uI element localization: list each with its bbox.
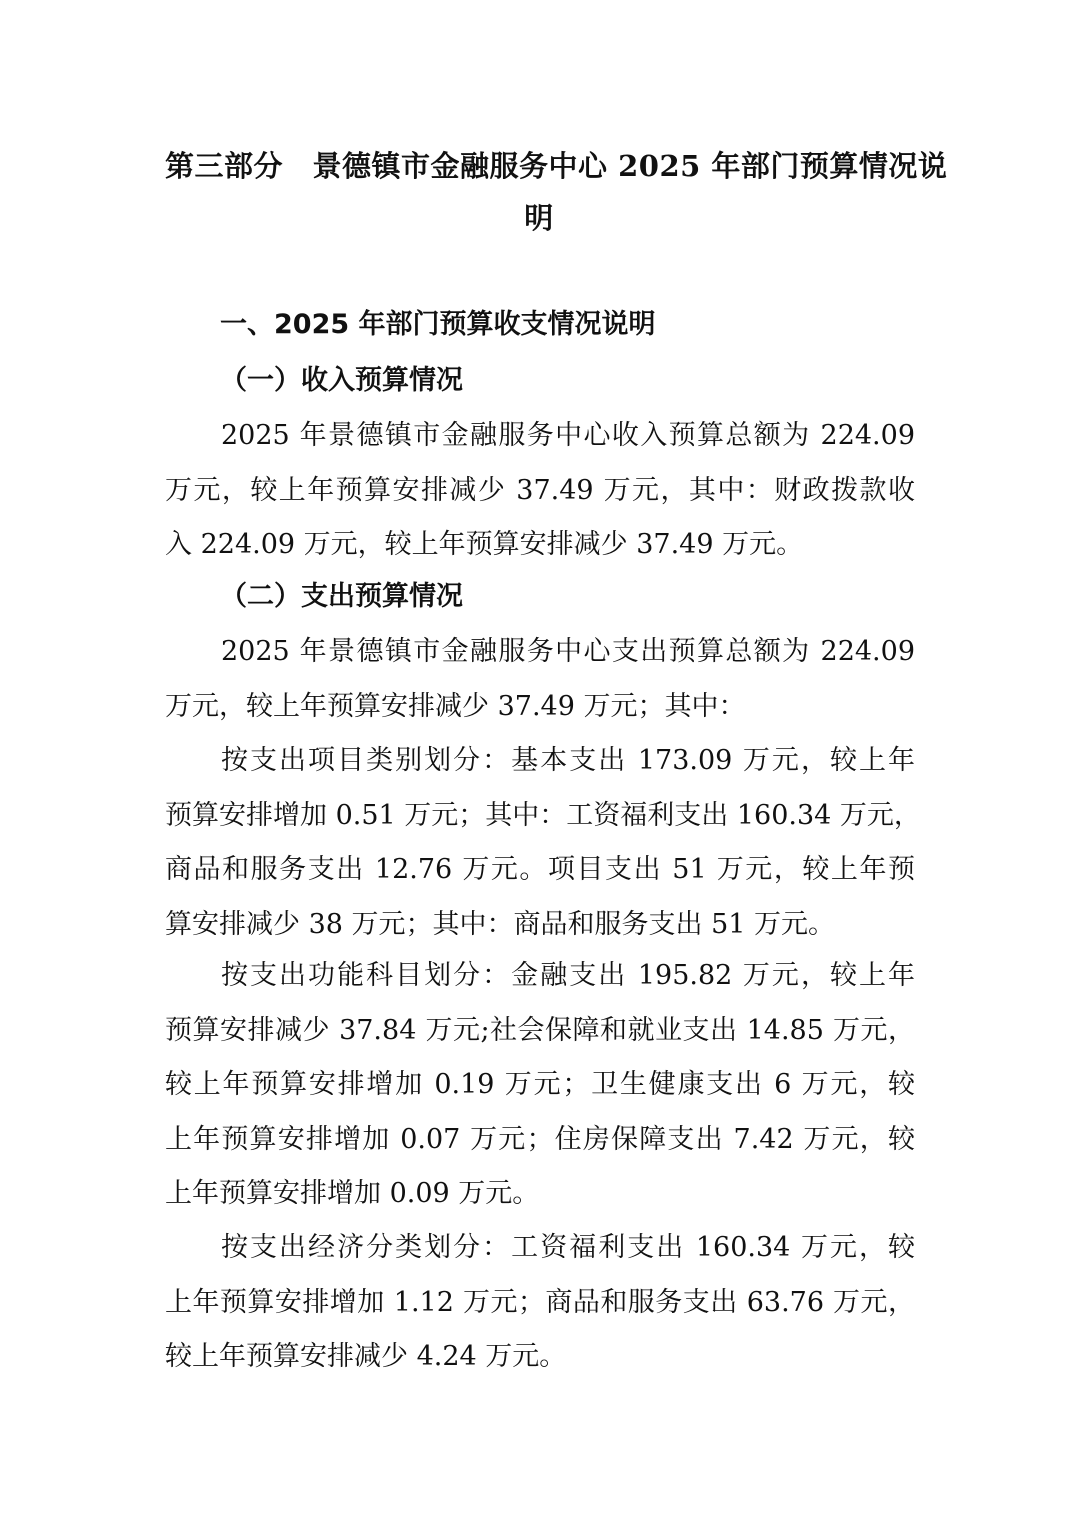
paragraph-line: 较上年预算安排增加 0.19 万元；卫生健康支出 6 万元，较: [165, 1069, 915, 1100]
paragraph-line: 万元，较上年预算安排减少 37.49 万元；其中：: [165, 690, 746, 722]
paragraph-line: 按支出项目类别划分：基本支出 173.09 万元，较上年: [221, 745, 915, 776]
paragraph-by-functional-subject: [165, 949, 915, 1222]
paragraph-line: 较上年预算安排减少 4.24 万元。: [165, 1341, 567, 1372]
paragraph-line: 上年预算安排增加 0.09 万元。: [165, 1178, 540, 1209]
paragraph-by-project-category: [165, 734, 921, 952]
paragraph-expenditure-total: [165, 625, 915, 734]
paragraph-line: 2025 年景德镇市金融服务中心收入预算总额为 224.09: [221, 420, 915, 451]
title-line-1: 第三部分 景德镇市金融服务中心 2025 年部门预算情况说: [165, 149, 948, 183]
subsection-heading-expenditure: （二）支出预算情况: [220, 581, 463, 612]
document-title: [165, 140, 948, 244]
subsection-heading-income: （一）收入预算情况: [220, 365, 463, 396]
paragraph-by-economic-classification: [165, 1221, 915, 1385]
paragraph-line: 算安排减少 38 万元；其中：商品和服务支出 51 万元。: [165, 908, 836, 940]
section-heading-1: 一、2025 年部门预算收支情况说明: [220, 309, 656, 340]
paragraph-line: 按支出功能科目划分：金融支出 195.82 万元，较上年: [221, 960, 915, 991]
paragraph-line: 按支出经济分类划分：工资福利支出 160.34 万元，较: [221, 1232, 915, 1263]
paragraph-line: 商品和服务支出 12.76 万元。项目支出 51 万元，较上年预: [165, 854, 915, 885]
paragraph-line: 预算安排减少 37.84 万元;社会保障和就业支出 14.85 万元，: [165, 1014, 915, 1046]
paragraph-line: 万元，较上年预算安排减少 37.49 万元，其中：财政拨款收: [165, 474, 915, 506]
paragraph-line: 2025 年景德镇市金融服务中心支出预算总额为 224.09: [221, 636, 915, 667]
paragraph-line: 预算安排增加 0.51 万元；其中：工资福利支出 160.34 万元，: [165, 799, 921, 831]
paragraph-line: 上年预算安排增加 0.07 万元；住房保障支出 7.42 万元，较: [165, 1123, 915, 1155]
paragraph-income-budget: [165, 409, 915, 573]
title-line-2: 明: [524, 201, 554, 235]
paragraph-line: 上年预算安排增加 1.12 万元；商品和服务支出 63.76 万元，: [165, 1286, 915, 1318]
paragraph-line: 入 224.09 万元，较上年预算安排减少 37.49 万元。: [165, 529, 804, 560]
